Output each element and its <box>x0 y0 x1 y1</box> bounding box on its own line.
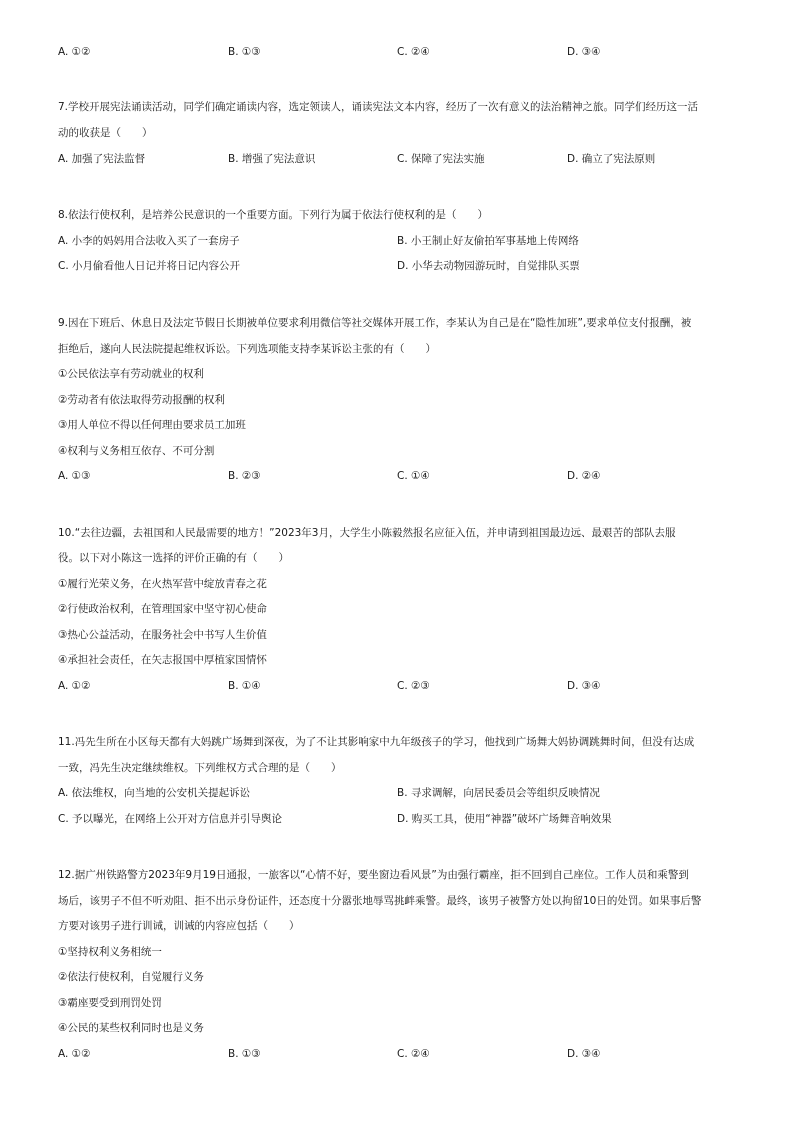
q10-item-1: ①履行光荣义务，在火热军营中绽放青春之花 <box>58 578 267 590</box>
q9-option-a[interactable]: A. ①③ <box>58 470 91 482</box>
q9-options <box>58 469 758 483</box>
q11-options-row-2 <box>58 812 758 826</box>
q7-options <box>58 152 758 166</box>
q6-option-d[interactable]: D. ③④ <box>567 46 601 58</box>
q11-options-row-1 <box>58 786 758 800</box>
q11-stem-line-2: 一致，冯先生决定继续维权。下列维权方式合理的是（ ） <box>58 762 342 774</box>
q12-item-3: ③霸座要受到刑罚处罚 <box>58 997 162 1009</box>
q7-option-c[interactable]: C. 保障了宪法实施 <box>397 153 485 165</box>
q8-option-c[interactable]: C. 小月偷看他人日记并将日记内容公开 <box>58 260 241 272</box>
q7-stem-line-1: 7.学校开展宪法诵读活动，同学们确定诵读内容，选定领读人，诵读宪法文本内容，经历了一次有意义的法治精神之旅。同学们经历这一活 <box>58 101 699 113</box>
q9-option-c[interactable]: C. ①④ <box>397 470 430 482</box>
q10-item-4: ④承担社会责任，在矢志报国中厚植家国情怀 <box>58 654 267 666</box>
q12-option-b[interactable]: B. ①③ <box>228 1048 261 1060</box>
q11-option-d[interactable]: D. 购买工具，使用“神器”破坏广场舞音响效果 <box>397 813 612 825</box>
q10-options <box>58 679 758 693</box>
q9-stem-line-2: 拒绝后，遂向人民法院提起维权诉讼。下列选项能支持李某诉讼主张的有（ ） <box>58 343 436 355</box>
q12-stem-line-1: 12.据广州铁路警方2023年9月19日通报，一旅客以“心情不好，要坐窗边看风景”为由强行霸座，拒不回到自己座位。工作人员和乘警到 <box>58 869 689 881</box>
q11-option-b[interactable]: B. 寻求调解，向居民委员会等组织反映情况 <box>397 787 600 799</box>
q8-option-b[interactable]: B. 小王制止好友偷拍军事基地上传网络 <box>397 235 579 247</box>
q8-option-a[interactable]: A. 小李的妈妈用合法收入买了一套房子 <box>58 235 240 247</box>
q11-stem-line-1: 11.冯先生所在小区每天都有大妈跳广场舞到深夜，为了不让其影响家中九年级孩子的学习，他找到广场舞大妈协调跳舞时间，但没有达成 <box>58 736 695 748</box>
q9-item-1: ①公民依法享有劳动就业的权利 <box>58 368 204 380</box>
q10-item-3: ③热心公益活动，在服务社会中书写人生价值 <box>58 629 267 641</box>
q10-option-b[interactable]: B. ①④ <box>228 680 261 692</box>
q12-item-1: ①坚持权利义务相统一 <box>58 946 162 958</box>
q8-options-row-2 <box>58 259 758 273</box>
q9-option-b[interactable]: B. ②③ <box>228 470 261 482</box>
q8-option-d[interactable]: D. 小华去动物园游玩时，自觉排队买票 <box>397 260 580 272</box>
q12-option-d[interactable]: D. ③④ <box>567 1048 601 1060</box>
q12-option-c[interactable]: C. ②④ <box>397 1048 430 1060</box>
q10-option-a[interactable]: A. ①② <box>58 680 91 692</box>
q10-option-d[interactable]: D. ③④ <box>567 680 601 692</box>
q6-option-c[interactable]: C. ②④ <box>397 46 430 58</box>
q12-stem-line-2: 场后，该男子不但不听劝阻、拒不出示身份证件，还态度十分嚣张地辱骂挑衅乘警。最终，该男子被警方处以拘留10日的处罚。如果事后警 <box>58 895 702 907</box>
q10-item-2: ②行使政治权利，在管理国家中坚守初心使命 <box>58 603 267 615</box>
q9-item-4: ④权利与义务相互依存、不可分割 <box>58 445 215 457</box>
q6-option-a[interactable]: A. ①② <box>58 46 91 58</box>
q9-option-d[interactable]: D. ②④ <box>567 470 601 482</box>
q6-options <box>58 45 758 59</box>
q8-stem-line-1: 8.依法行使权利，是培养公民意识的一个重要方面。下列行为属于依法行使权利的是（ ） <box>58 209 489 221</box>
q12-stem-line-3: 方要对该男子进行训诫，训诫的内容应包括（ ） <box>58 920 300 932</box>
q9-item-2: ②劳动者有依法取得劳动报酬的权利 <box>58 394 225 406</box>
q10-stem-line-1: 10.“去往边疆，去祖国和人民最需要的地方！”2023年3月，大学生小陈毅然报名应征入伍，并申请到祖国最边远、最艰苦的部队去服 <box>58 527 676 539</box>
q7-stem-line-2: 动的收获是（ ） <box>58 127 153 139</box>
q11-option-a[interactable]: A. 依法维权，向当地的公安机关提起诉讼 <box>58 787 251 799</box>
q6-option-b[interactable]: B. ①③ <box>228 46 261 58</box>
q7-option-b[interactable]: B. 增强了宪法意识 <box>228 153 316 165</box>
q10-stem-line-2: 役。以下对小陈这一选择的评价正确的有（ ） <box>58 552 289 564</box>
q12-item-2: ②依法行使权利，自觉履行义务 <box>58 971 204 983</box>
q12-option-a[interactable]: A. ①② <box>58 1048 91 1060</box>
q12-options <box>58 1047 758 1061</box>
q7-option-a[interactable]: A. 加强了宪法监督 <box>58 153 146 165</box>
q9-stem-line-1: 9.因在下班后、休息日及法定节假日长期被单位要求利用微信等社交媒体开展工作，李某认为自己是在“隐性加班”,要求单位支付报酬，被 <box>58 317 692 329</box>
q10-option-c[interactable]: C. ②③ <box>397 680 430 692</box>
q8-options-row-1 <box>58 234 758 248</box>
q7-option-d[interactable]: D. 确立了宪法原则 <box>567 153 656 165</box>
q11-option-c[interactable]: C. 予以曝光，在网络上公开对方信息并引导舆论 <box>58 813 283 825</box>
q12-item-4: ④公民的某些权利同时也是义务 <box>58 1022 204 1034</box>
q9-item-3: ③用人单位不得以任何理由要求员工加班 <box>58 419 246 431</box>
